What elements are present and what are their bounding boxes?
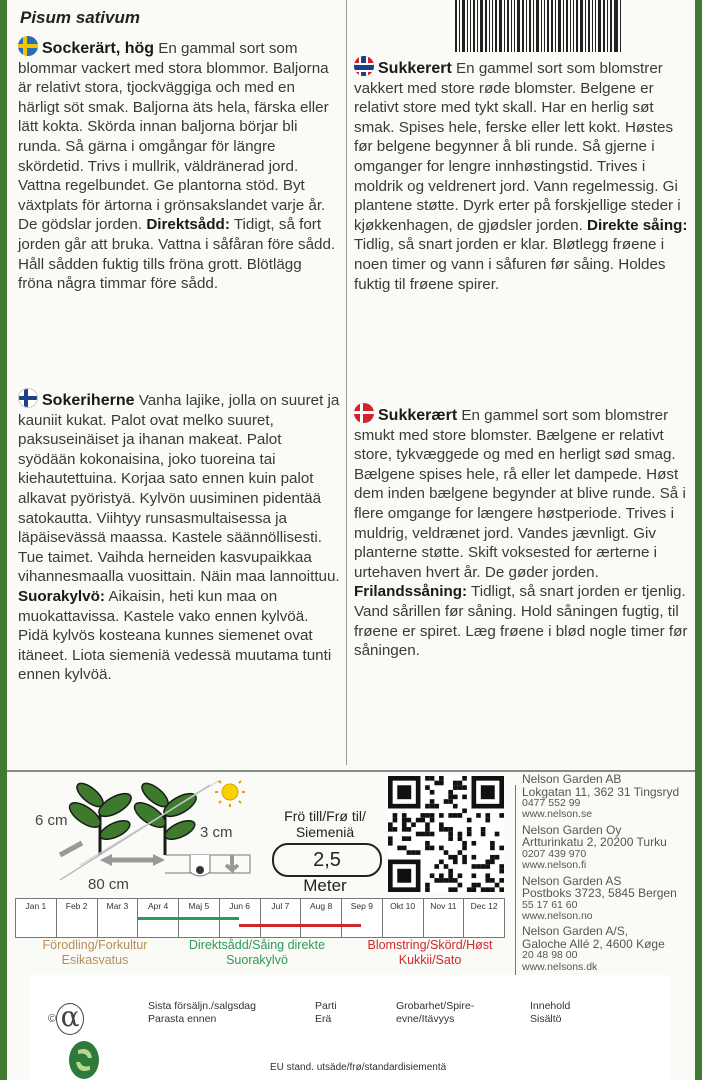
qr-module xyxy=(402,846,407,851)
qr-module xyxy=(448,790,453,795)
legend-sowing: Direktsådd/Såing direkte Suorakylvö xyxy=(188,938,326,967)
barcode-bar xyxy=(489,0,490,52)
seed-for-unit: Meter xyxy=(303,876,347,895)
row-spacing-arrow xyxy=(60,843,82,855)
qr-module xyxy=(495,883,500,888)
qr-module xyxy=(434,781,439,786)
qr-module xyxy=(388,776,393,808)
calendar-month: Feb 2 xyxy=(57,899,98,937)
qr-module xyxy=(439,860,444,865)
company-web[interactable]: www.nelson.no xyxy=(522,910,593,923)
qr-module xyxy=(439,846,444,851)
qr-module xyxy=(490,878,495,883)
barcode-bar xyxy=(459,0,460,52)
qr-module xyxy=(476,864,481,869)
column-divider xyxy=(346,0,347,765)
qr-module xyxy=(458,883,463,888)
barcode xyxy=(455,0,670,52)
qr-module xyxy=(434,878,439,883)
section-norwegian xyxy=(354,56,688,294)
barcode-bar xyxy=(588,0,590,52)
qr-module xyxy=(490,887,495,892)
qr-module xyxy=(499,846,504,851)
copyright-icon: © xyxy=(48,1012,57,1025)
green-dot-recycle-icon xyxy=(68,1040,100,1080)
qr-module xyxy=(439,813,444,818)
qr-module xyxy=(439,878,444,883)
qr-module xyxy=(481,887,486,892)
calendar-month: Jul 7 xyxy=(261,899,302,937)
qr-module xyxy=(411,822,416,827)
qr-module xyxy=(485,818,490,823)
calendar-month: Mar 3 xyxy=(98,899,139,937)
content-label: Innehold Sisältö xyxy=(530,1000,571,1025)
qr-module xyxy=(402,836,407,841)
barcode-bar xyxy=(598,0,601,52)
qr-module xyxy=(448,827,453,832)
qr-module xyxy=(458,832,463,837)
qr-module xyxy=(425,841,430,846)
qr-module xyxy=(407,836,412,841)
qr-module xyxy=(453,804,458,809)
eu-standard-label: EU stand. utsäde/frø/standardisiementä xyxy=(270,1062,447,1073)
qr-module xyxy=(453,860,458,865)
calendar-month: Dec 12 xyxy=(470,901,498,911)
barcode-bar xyxy=(558,0,561,52)
barcode-bar xyxy=(526,0,527,52)
qr-module xyxy=(448,869,453,874)
qr-module xyxy=(388,860,420,865)
section-title: Sokeriherne xyxy=(42,392,135,409)
qr-module xyxy=(448,873,453,878)
qr-module xyxy=(472,887,477,892)
qr-module xyxy=(430,790,435,795)
qr-module xyxy=(439,781,444,786)
legend-harvest: Blomstring/Skörd/Høst Kukkii/Sato xyxy=(367,938,493,967)
section-finnish xyxy=(18,388,340,685)
latin-name: Pisum sativum xyxy=(20,8,140,27)
depth-arrow xyxy=(226,855,238,870)
section-text: Vanha lajike, jolla on suuret ja kauniit kukat. Palot ovat melko suuret, paksuseinäiset ja ihanan makeat. Palot syödään kokonaisina, joko tuoreina tai kiehautettuina. Korjaa sato ennen kuin palot alkavat pyöristyä. Kylvön uusiminen pidentää satokautta. Viihtyy runsasmultaisessa ja läpäisevässä maassa. Kastele säännöllisesti. Tue taimet. Vaihda herneiden kasvupaikkaa vihannesmaalla vuosittain. Näin maa lannoittuu. xyxy=(18,392,340,586)
qr-module xyxy=(481,864,486,869)
company-web[interactable]: www.nelson.se xyxy=(522,808,593,821)
barcode-bar xyxy=(610,0,612,52)
company-address: Artturinkatu 2, 20200 Turku xyxy=(522,835,667,850)
section-danish xyxy=(354,403,688,661)
qr-module xyxy=(388,841,393,846)
qr-module xyxy=(430,818,435,823)
harvest-period-bar xyxy=(239,924,361,927)
qr-module xyxy=(402,813,407,818)
qr-module xyxy=(472,855,477,860)
barcode-bar xyxy=(570,0,571,52)
barcode-bar xyxy=(607,0,608,52)
qr-module xyxy=(425,804,430,809)
section-text: Tidlig, så snart jorden er klar. Bløtlegg frøene i noen timer og vann i såfuren før såing. Holdes fuktig til frøene spirer. xyxy=(354,236,666,293)
qr-module xyxy=(407,818,412,823)
sowing-period-bar xyxy=(137,917,239,920)
barcode-bar xyxy=(514,0,515,52)
qr-module xyxy=(420,813,425,818)
qr-module xyxy=(485,813,490,818)
section-text: Aikaisin, heti kun maa on muokattavissa. Kastele vako ennen kylvöä. Pidä kylvös kosteana kunnes siemenet ovat itäneet. Liota siemeniä vedessä muutama tunti ennen kylvöä. xyxy=(18,587,332,684)
barcode-bar xyxy=(511,0,512,52)
company-name: Nelson Garden A/S, xyxy=(522,924,629,939)
company-name: Nelson Garden AB xyxy=(522,772,622,786)
left-border xyxy=(0,0,7,1080)
qr-module xyxy=(458,873,463,878)
qr-module xyxy=(393,813,398,818)
barcode-bar xyxy=(544,0,545,52)
company-addresses xyxy=(522,773,679,976)
qr-module xyxy=(472,883,477,888)
qr-module xyxy=(453,855,458,860)
barcode-bar xyxy=(522,0,524,52)
barcode-bar xyxy=(499,0,502,52)
qr-module xyxy=(467,832,472,837)
barcode-bar xyxy=(467,0,468,52)
qr-module xyxy=(495,855,500,860)
barcode-bar xyxy=(551,0,553,52)
qr-module xyxy=(448,855,453,860)
legend-preculture: Förodling/Forkultur Esikasvatus xyxy=(42,938,148,967)
qr-module xyxy=(402,827,407,832)
barcode-bar xyxy=(507,0,509,52)
seed-for-value: 2,5 xyxy=(272,843,382,877)
qr-module xyxy=(416,818,421,823)
barcode-bar xyxy=(576,0,578,52)
qr-module xyxy=(430,804,435,809)
qr-module xyxy=(458,813,463,818)
qr-module xyxy=(416,860,421,892)
company-name: Nelson Garden AS xyxy=(522,873,622,888)
section-bold: Frilandssåning: xyxy=(354,583,468,601)
company-web[interactable]: www.nelsons.dk xyxy=(522,960,598,973)
finland-flag-icon xyxy=(18,388,38,408)
qr-module xyxy=(462,860,467,865)
qr-module xyxy=(453,813,458,818)
qr-module xyxy=(458,785,463,790)
qr-module xyxy=(453,887,458,892)
qr-module xyxy=(444,878,449,883)
qr-module xyxy=(467,827,472,832)
qr-module xyxy=(420,818,425,823)
calendar-month: Aug 8 xyxy=(301,899,342,937)
qr-module xyxy=(425,822,430,827)
qr-module xyxy=(388,887,420,892)
barcode-bar xyxy=(480,0,483,52)
qr-module xyxy=(425,776,430,781)
qr-module xyxy=(407,827,412,832)
section-title: Sockerärt, hög xyxy=(42,40,155,57)
plant-icon xyxy=(131,780,200,855)
qr-module xyxy=(388,836,393,841)
qr-module xyxy=(462,808,467,813)
qr-module xyxy=(499,869,504,874)
qr-module xyxy=(425,827,430,832)
plant-spacing-label: 80 cm xyxy=(88,876,129,893)
qr-module xyxy=(490,860,495,865)
qr-module xyxy=(472,841,477,846)
qr-module xyxy=(462,785,467,790)
qr-module xyxy=(430,776,435,781)
qr-module xyxy=(448,832,453,837)
qr-module xyxy=(485,887,490,892)
company-address: Postboks 3723, 5845 Bergen xyxy=(522,886,677,901)
qr-module xyxy=(416,776,421,808)
company-phone: 55 17 61 60 xyxy=(522,898,578,911)
sowing-calendar xyxy=(15,898,505,938)
barcode-bar xyxy=(547,0,549,52)
qr-module xyxy=(462,776,467,781)
qr-module xyxy=(462,855,467,860)
qr-module xyxy=(425,883,430,888)
barcode-bar xyxy=(495,0,497,52)
qr-module xyxy=(411,850,416,855)
qr-module xyxy=(495,832,500,837)
copyright-alpha-logo xyxy=(48,1000,84,1035)
qr-module xyxy=(472,873,477,878)
barcode-bar xyxy=(517,0,520,52)
barcode-bar xyxy=(529,0,531,52)
sweden-flag-icon xyxy=(18,36,38,56)
company-phone: 20 48 98 00 xyxy=(522,949,578,962)
qr-module xyxy=(393,827,398,832)
barcode-bar xyxy=(614,0,618,52)
calendar-month: Jun 6 xyxy=(220,899,261,937)
qr-module xyxy=(397,785,411,799)
qr-module xyxy=(444,850,449,855)
germination-label: Grobarhet/Spire- evne/Itävyys xyxy=(396,1000,475,1025)
qr-module xyxy=(430,799,435,804)
qr-module xyxy=(458,836,463,841)
address-divider xyxy=(515,785,516,975)
qr-module xyxy=(499,878,504,883)
qr-module xyxy=(476,883,481,888)
sun-icon xyxy=(215,780,245,807)
barcode-bar xyxy=(555,0,556,52)
batch-label: Parti Erä xyxy=(315,1000,337,1025)
qr-module xyxy=(472,864,477,869)
qr-module xyxy=(425,813,430,818)
right-border xyxy=(695,0,702,1080)
qr-module xyxy=(472,776,477,808)
qr-module xyxy=(425,846,430,851)
barcode-bar xyxy=(462,0,465,52)
qr-module xyxy=(388,776,420,781)
qr-module xyxy=(448,795,453,800)
section-bold: Direkte såing: xyxy=(587,216,688,234)
qr-module xyxy=(458,850,463,855)
qr-module xyxy=(499,813,504,818)
section-text: En gammal sort som blommar vackert med stora blommor. Baljorna är relativt stora, tjockväggiga och med en härligt söt smak. Baljorna äts hela, färska eller lätt kokta. Skörda innan baljorna börjar bli runda. Så gärna i omgångar för längre skördetid. Trivs i mullrik, väldränerad jord. Vattna regelbundet. Ge plantorna stöd. Byt växtplats för ärtorna i grönsakslandet varje år. De gödslar jorden. xyxy=(18,40,329,234)
qr-module xyxy=(481,832,486,837)
barcode-bar xyxy=(455,0,457,52)
section-text: Tidigt, så fort jorden går att bruka. Vattna i såfåran före sådd. Håll sådden fuktig tills fröna grott. Blötlägg fröna några timmar före sådd. xyxy=(18,216,336,293)
calendar-month: Sep 9 xyxy=(342,899,383,937)
barcode-bar xyxy=(533,0,534,52)
qr-module xyxy=(458,781,463,786)
barcode-bar xyxy=(563,0,564,52)
qr-module xyxy=(448,813,453,818)
qr-module xyxy=(388,822,393,827)
barcode-bar xyxy=(620,0,621,52)
qr-module xyxy=(499,776,504,808)
qr-module xyxy=(388,860,393,892)
qr-module xyxy=(499,864,504,869)
qr-module xyxy=(416,850,421,855)
qr-module xyxy=(439,827,444,832)
qr-module xyxy=(472,776,504,781)
qr-module xyxy=(453,781,458,786)
company-web[interactable]: www.nelson.fi xyxy=(522,859,587,872)
qr-module xyxy=(462,795,467,800)
company-name: Nelson Garden Oy xyxy=(522,822,622,837)
qr-module xyxy=(476,813,481,818)
qr-module xyxy=(407,850,412,855)
calendar-month: Jan 1 xyxy=(16,899,57,937)
seed-for-label: Frö till/Frø til/ Siemeniä xyxy=(284,808,366,840)
barcode-bar xyxy=(485,0,487,52)
barcode-bar xyxy=(473,0,475,52)
barcode-bar xyxy=(504,0,505,52)
qr-module xyxy=(485,873,490,878)
qr-module xyxy=(448,836,453,841)
qr-module xyxy=(402,818,407,823)
qr-module xyxy=(439,822,444,827)
section-bold: Direktsådd: xyxy=(146,216,230,234)
qr-module xyxy=(439,776,444,781)
qr-module xyxy=(430,846,435,851)
qr-module xyxy=(499,887,504,892)
row-spacing-label: 6 cm xyxy=(35,812,68,829)
qr-module xyxy=(472,804,504,809)
qr-module xyxy=(462,846,467,851)
calendar-month: Apr 4 xyxy=(138,899,179,937)
calendar-month: Okt 10 xyxy=(383,899,424,937)
barcode-bar xyxy=(595,0,596,52)
qr-module xyxy=(388,827,393,832)
qr-module xyxy=(462,841,467,846)
qr-module xyxy=(397,846,402,851)
barcode-bar xyxy=(592,0,593,52)
section-text: En gammel sort som blomstrer vakkert med store røde blomster. Belgene er relativt store med tykt skall. Har en herlig søt smak. Spises hele, ferske eller lett kokt. Høstes før belgene begynner å bli runde. Så gjerne i omganger for lengre innhøstingstid. Trives i moldrik og veldrenert jord. Vann regelmessig. Gi plantene støtte. Dyrk erter på forskjellige steder i kjøkkenhagen, de gjødsler jorden. xyxy=(354,60,681,234)
qr-module xyxy=(444,864,449,869)
qr-module xyxy=(388,804,420,809)
barcode-bar xyxy=(603,0,605,52)
qr-module xyxy=(490,841,495,846)
qr-module xyxy=(467,887,472,892)
barcode-bar xyxy=(536,0,539,52)
barcode-bar xyxy=(580,0,583,52)
qr-module xyxy=(453,785,458,790)
qr-module xyxy=(416,832,421,837)
company-phone: 0477 552 99 xyxy=(522,797,581,809)
qr-module xyxy=(430,873,435,878)
barcode-bar xyxy=(566,0,568,52)
depth-label: 3 cm xyxy=(200,824,233,841)
qr-module xyxy=(481,785,495,799)
company-address: Lokgatan 11, 362 31 Tingsryd xyxy=(522,784,680,799)
seed-icon xyxy=(196,866,204,874)
alpha-icon: α xyxy=(56,1003,84,1035)
qr-module xyxy=(485,878,490,883)
section-title: Sukkerært xyxy=(378,407,458,424)
section-title: Sukkerert xyxy=(378,60,452,77)
qr-module xyxy=(448,887,453,892)
qr-module xyxy=(439,873,444,878)
company-address: Galoche Allé 2, 4600 Køge xyxy=(522,936,665,951)
section-swedish xyxy=(18,36,340,294)
barcode-bar xyxy=(470,0,471,52)
barcode-bar xyxy=(585,0,586,52)
qr-module xyxy=(420,832,425,837)
section-text: Tidligt, så snart jorden er tjenlig. Vand sårillen før såning. Hold såningen fugtig, til frøene er spiret. Læg frøene i blød nogle timer før såningen. xyxy=(354,583,688,660)
qr-module xyxy=(481,827,486,832)
qr-module xyxy=(393,818,398,823)
qr-module xyxy=(467,818,472,823)
qr-module xyxy=(444,827,449,832)
qr-module xyxy=(425,785,430,790)
qr-code xyxy=(388,776,504,892)
last-sale-label: Sista försäljn./salgsdag Parasta ennen xyxy=(148,1000,256,1025)
calendar-month: Maj 5 xyxy=(179,899,220,937)
norway-flag-icon xyxy=(354,56,374,76)
calendar-month: Nov 11 xyxy=(424,899,465,937)
barcode-bar xyxy=(477,0,478,52)
qr-module xyxy=(402,822,407,827)
company-phone: 0207 439 970 xyxy=(522,847,587,860)
qr-module xyxy=(448,878,453,883)
qr-module xyxy=(434,864,439,869)
denmark-flag-icon xyxy=(354,403,374,423)
qr-module xyxy=(485,864,490,869)
qr-module xyxy=(490,846,495,851)
qr-module xyxy=(434,804,439,809)
qr-module xyxy=(444,799,449,804)
barcode-bar xyxy=(541,0,542,52)
qr-module xyxy=(485,860,490,865)
qr-module xyxy=(425,832,430,837)
qr-module xyxy=(453,878,458,883)
section-text: En gammel sort som blomstrer smukt med store blomster. Bælgene er relativt store, tykvæggede og med en herligt sød smag. Bælgene spises hele, rå eller let dampede. Høst dem inden bælgene begynder at blive runde. Så i flere omgange for længere høstperiode. Trives i muldrig, veldrænet jord. Vandes jævnligt. Giv planterne støtte. Skift voksested for ærterne i urtehaven hvert år. De gøder jorden. xyxy=(354,407,686,581)
qr-module xyxy=(430,813,435,818)
qr-module xyxy=(425,887,430,892)
barcode-bar xyxy=(573,0,574,52)
qr-module xyxy=(490,855,495,860)
section-bold: Suorakylvö: xyxy=(18,587,105,605)
qr-module xyxy=(397,869,411,883)
qr-module xyxy=(430,832,435,837)
qr-module xyxy=(448,799,453,804)
qr-module xyxy=(453,795,458,800)
barcode-bar xyxy=(492,0,493,52)
